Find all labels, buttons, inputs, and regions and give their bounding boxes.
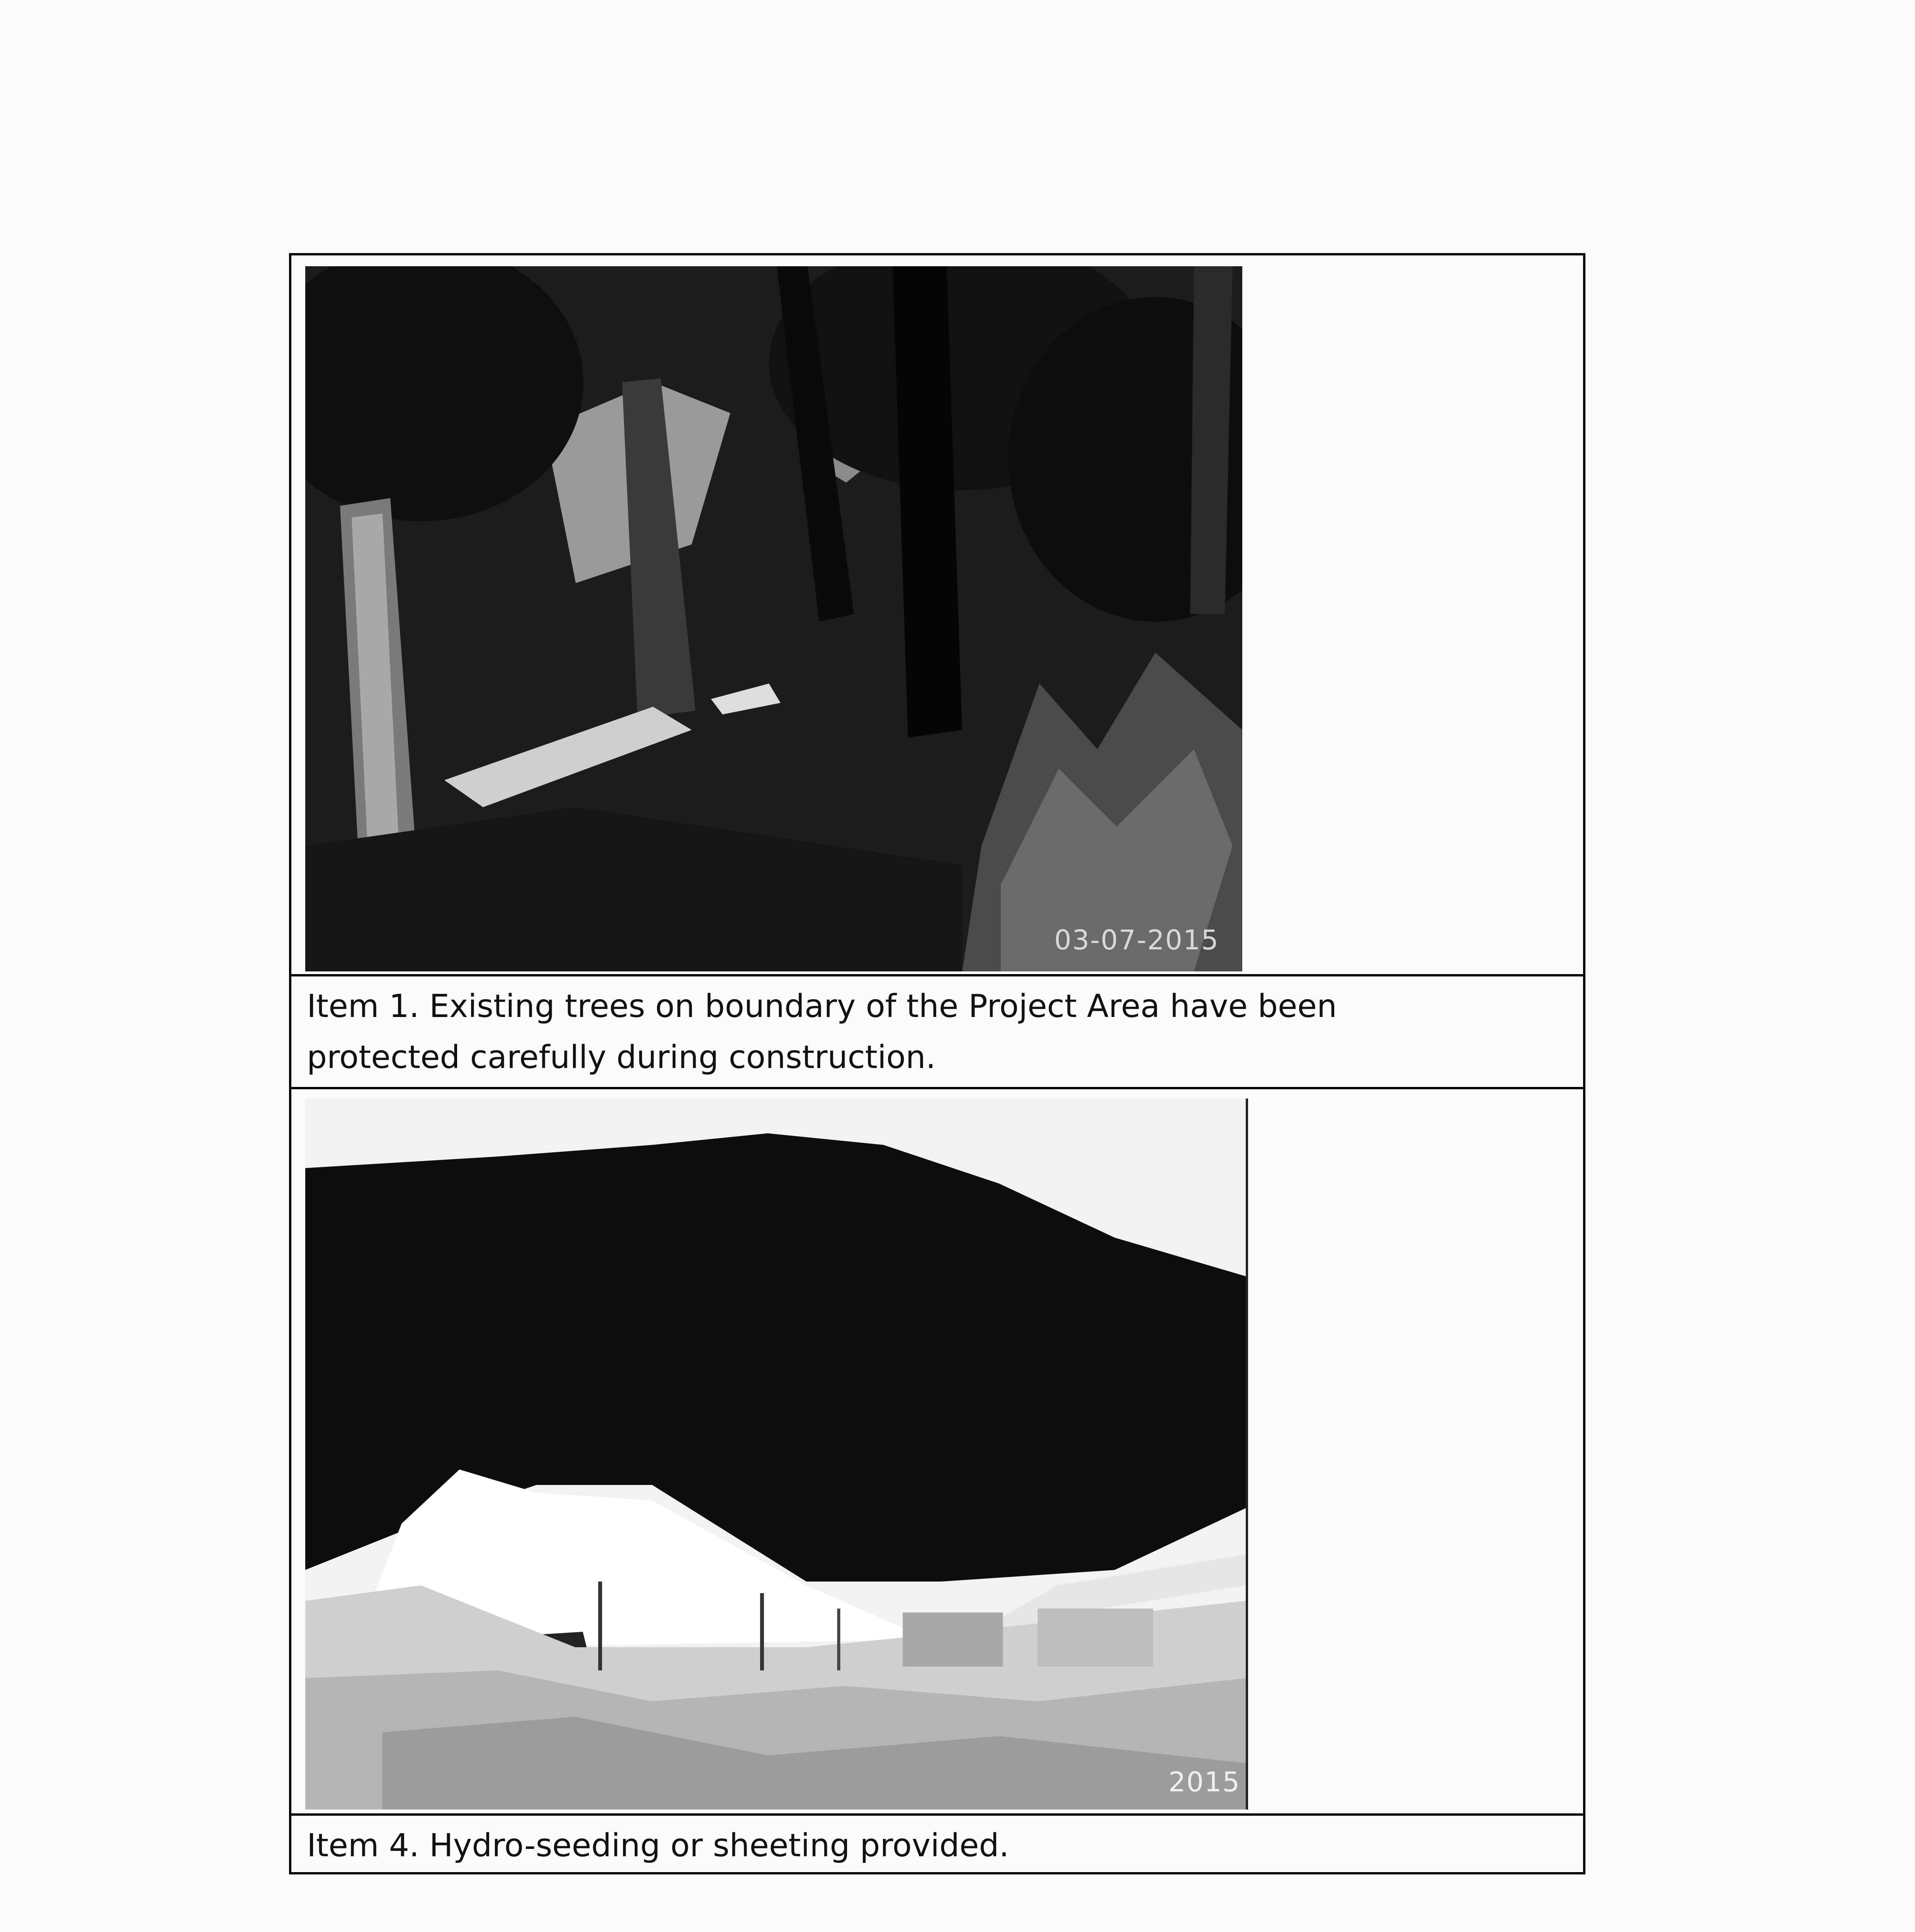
photo-date-stamp: 2015 bbox=[1168, 1766, 1240, 1798]
caption-cell-item-4 bbox=[291, 1816, 1583, 1872]
photo-record-table bbox=[289, 253, 1585, 1874]
caption-item-4: Item 4. Hydro-seeding or sheeting provided. bbox=[307, 1827, 1009, 1864]
caption-cell-item-1 bbox=[291, 976, 1583, 1089]
slope-photo-image bbox=[305, 1099, 1246, 1810]
photo-date-stamp: 03-07-2015 bbox=[1054, 924, 1219, 956]
slope-photo bbox=[305, 1099, 1248, 1810]
trees-photo-image bbox=[305, 266, 1242, 971]
trees-photo bbox=[305, 266, 1242, 971]
photo-cell-item-1 bbox=[291, 255, 1583, 976]
photo-cell-item-4 bbox=[291, 1089, 1583, 1816]
caption-item-1: Item 1. Existing trees on boundary of the Project Area have been protected carefully during construction. bbox=[307, 988, 1337, 1076]
